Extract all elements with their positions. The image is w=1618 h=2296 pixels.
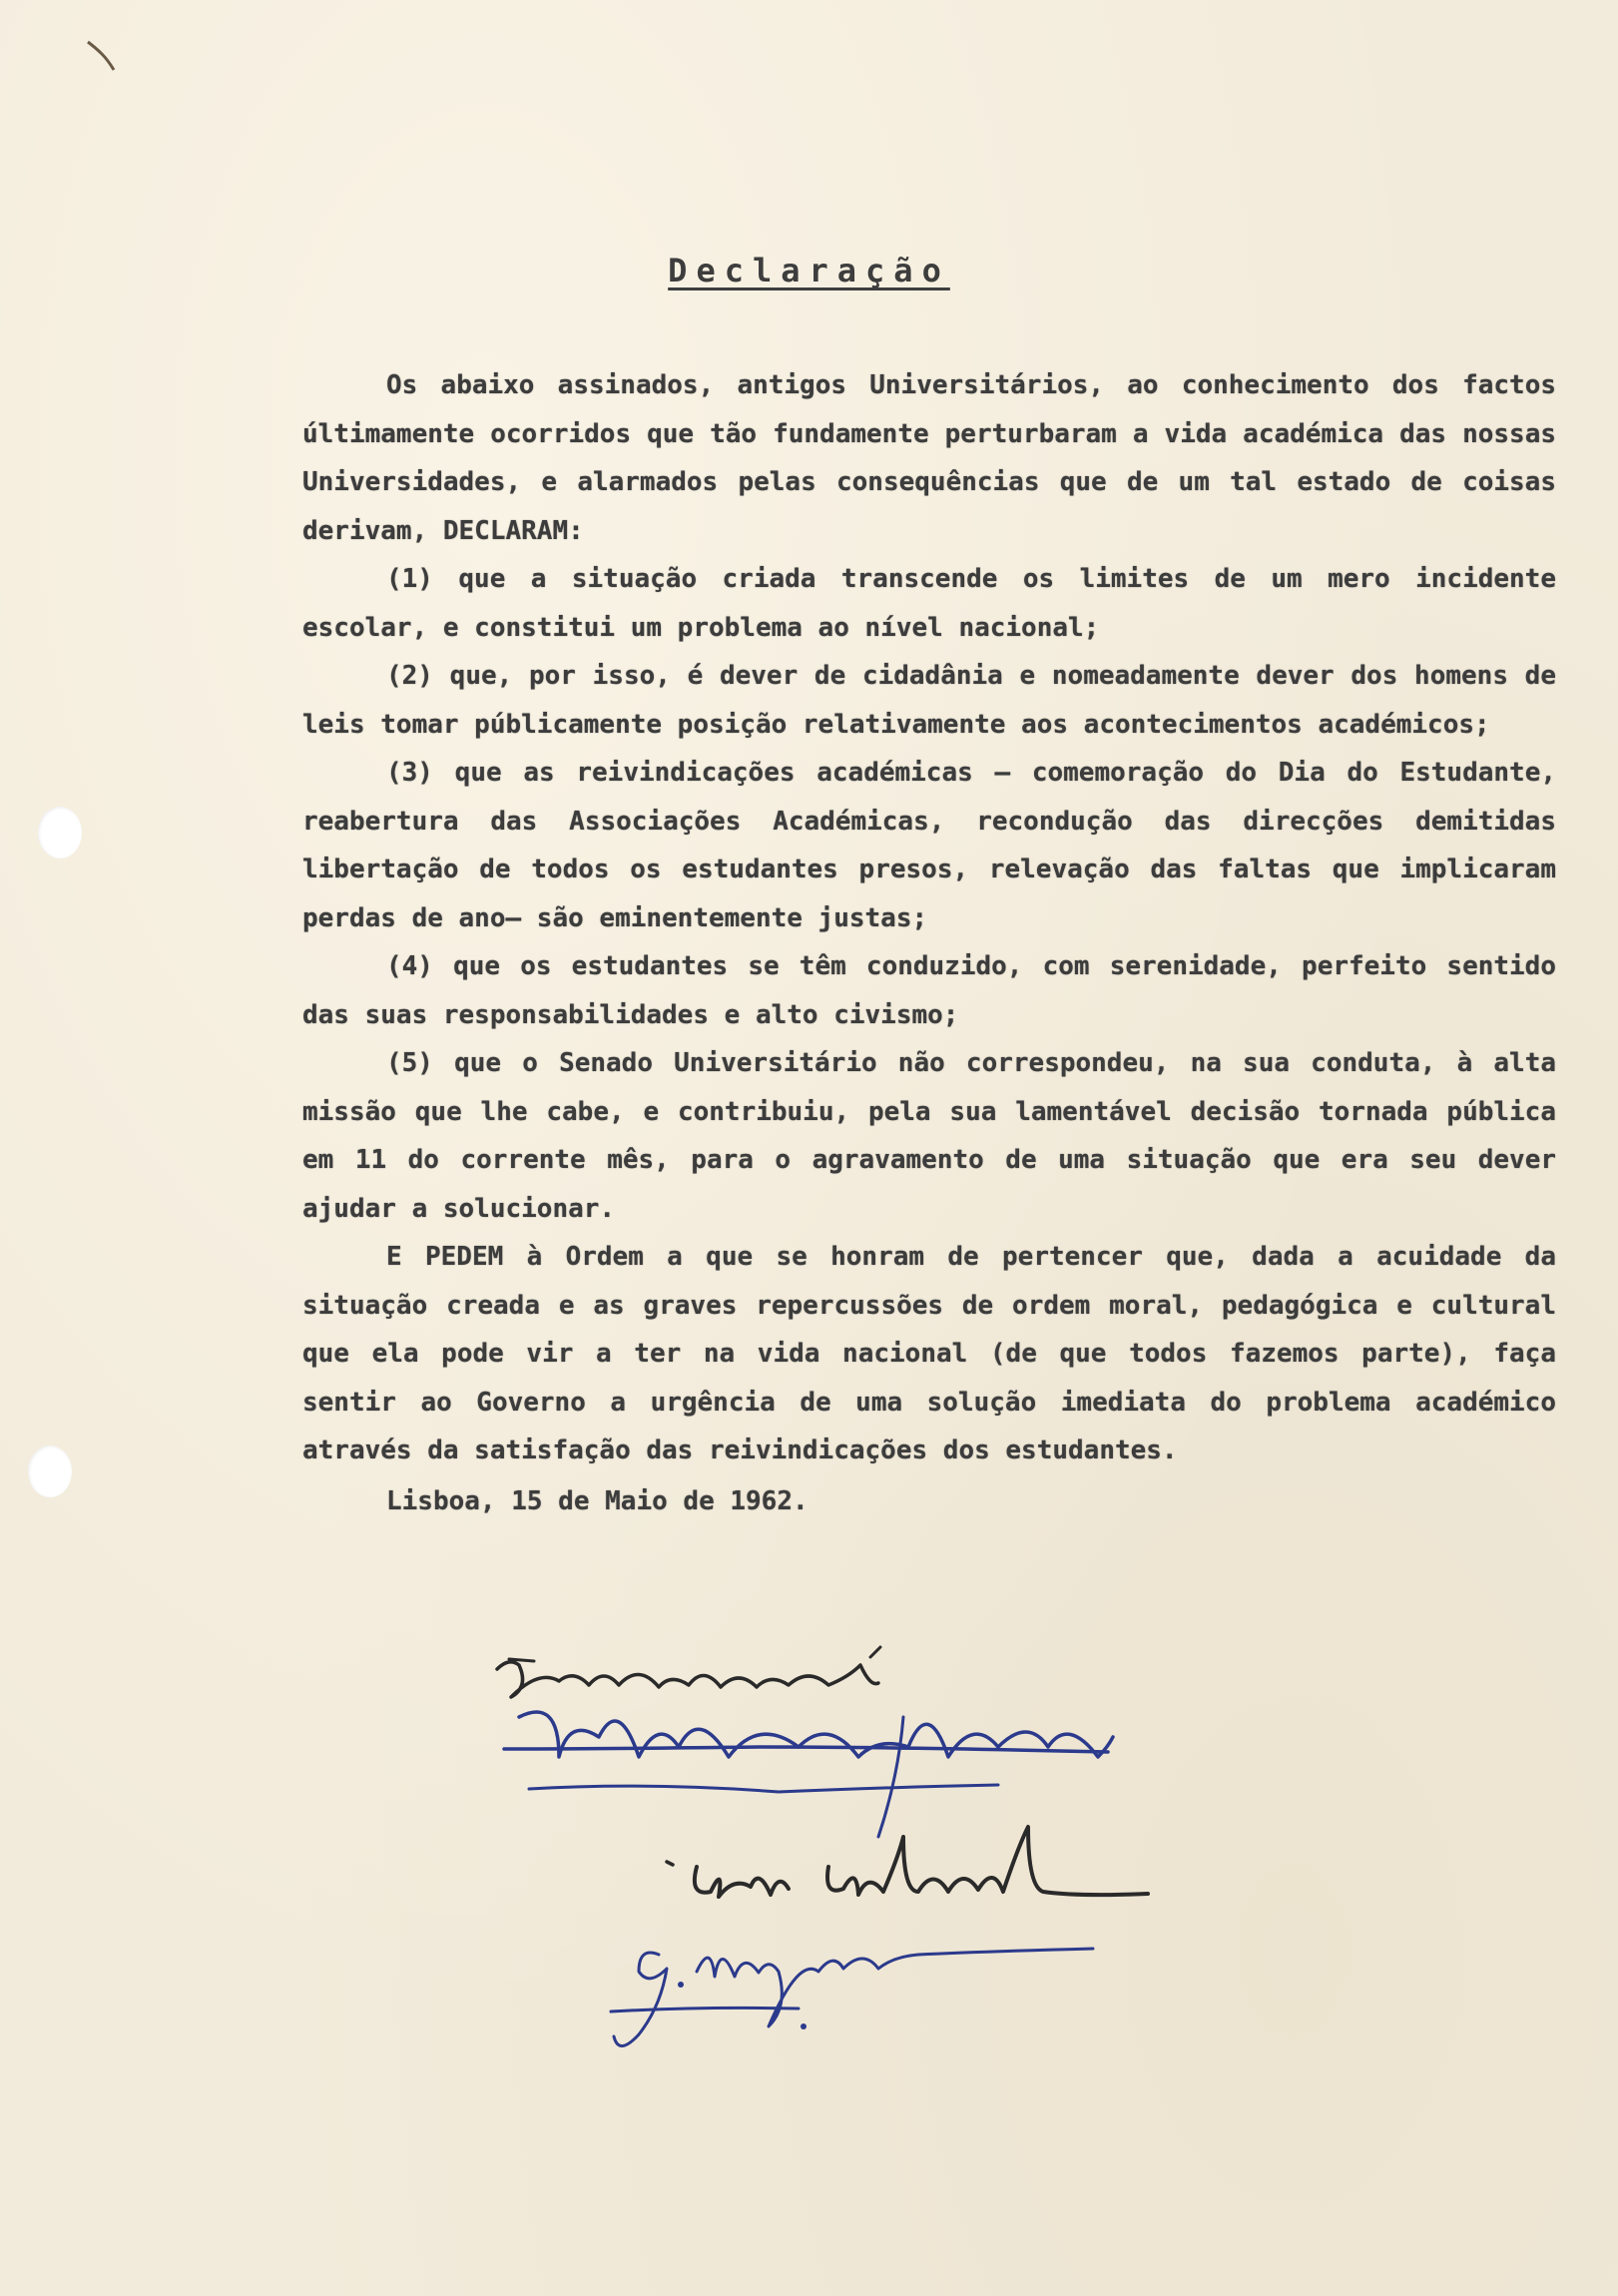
request-paragraph: E PEDEM à Ordem a que se honram de pertencer que, dada a acuidade da situação creada e as graves repercussões de ordem moral, pedagógica e cultural que ela pode vir a ter na vida nacional (de que todos fazemos parte), faça sentir ao Governo a urgência de uma solução imediata do problema académico através da satisfação das reivindicações dos estudantes. xyxy=(302,1242,1556,1465)
clause-3: (3) que as reivindicações académicas — comemoração do Dia do Estudante, reabertura das Associações Académicas, recondução das direcções demitidas libertação de todos os estudantes presos, relevação das faltas que implicaram perdas de ano— são eminentemente justas; xyxy=(302,758,1556,933)
clause-5: (5) que o Senado Universitário não correspondeu, na sua conduta, à alta missão que lhe cabe, e contribuiu, pela sua lamentável decisão tornada pública em 11 do corrente mês, para o agravamento de uma situação que era seu dever ajudar a solucionar. xyxy=(302,1048,1556,1224)
signature-4 xyxy=(611,1949,1093,2046)
punch-hole-bottom xyxy=(28,1445,72,1497)
signature-1 xyxy=(497,1647,880,1697)
declaration-body xyxy=(302,361,1556,1525)
ink-mark xyxy=(86,40,126,80)
intro-paragraph: Os abaixo assinados, antigos Universitários, ao conhecimento dos factos últimamente ocorridos que tão fundamente perturbaram a vida académica das nossas Universidades, e alarmados pelas consequências que de um tal estado de coisas derivam, DECLARAM: xyxy=(302,370,1556,546)
signature-2 xyxy=(504,1712,1113,1837)
date-line: Lisboa, 15 de Maio de 1962. xyxy=(386,1485,809,1516)
clause-1: (1) que a situação criada transcende os limites de um mero incidente escolar, e constitui um problema ao nível nacional; xyxy=(302,564,1556,643)
page-title: Declaração xyxy=(668,252,950,289)
clause-4: (4) que os estudantes se têm conduzido, com serenidade, perfeito sentido das suas responsabilidades e alto civismo; xyxy=(302,951,1556,1030)
clause-2: (2) que, por isso, é dever de cidadânia e nomeadamente dever dos homens de leis tomar públicamente posição relativamente aos acontecimentos académicos; xyxy=(302,661,1556,740)
signature-3 xyxy=(667,1827,1148,1897)
punch-hole-top xyxy=(38,807,82,859)
